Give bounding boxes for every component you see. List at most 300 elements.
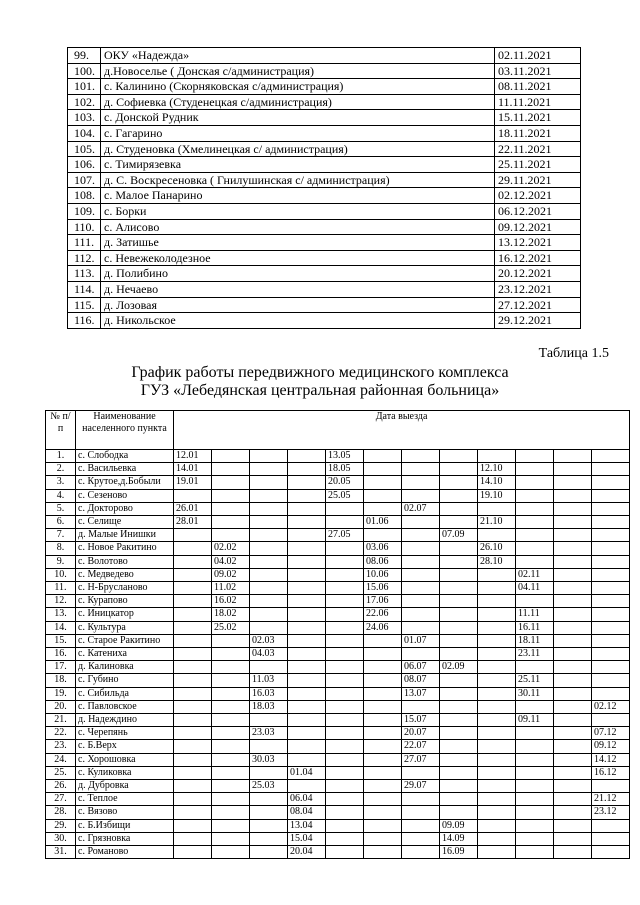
visit-date-cell — [440, 608, 478, 621]
row-number: 3. — [46, 476, 76, 489]
visit-date-cell: 27.05 — [326, 529, 364, 542]
visit-date-cell: 14.12 — [592, 753, 630, 766]
visit-date-cell — [554, 542, 592, 555]
visit-date: 18.11.2021 — [495, 125, 581, 141]
visit-date-cell — [402, 806, 440, 819]
visit-date-cell — [174, 806, 212, 819]
row-number: 109. — [68, 203, 101, 219]
table-row — [68, 141, 581, 157]
settlement-name: с. Донской Рудник — [101, 110, 495, 126]
visit-date-cell — [174, 832, 212, 845]
visit-date-cell — [326, 674, 364, 687]
visit-date-cell: 18.03 — [250, 700, 288, 713]
visit-date-cell — [364, 832, 402, 845]
visit-date-cell: 09.09 — [440, 819, 478, 832]
visit-date-cell — [326, 648, 364, 661]
visit-date-cell — [174, 634, 212, 647]
visit-date-cell — [212, 766, 250, 779]
row-number: 115. — [68, 297, 101, 313]
table-row — [46, 502, 630, 515]
visit-date-cell: 21.10 — [478, 516, 516, 529]
visit-date-cell — [440, 476, 478, 489]
visit-date-cell — [326, 832, 364, 845]
visit-date-cell — [174, 595, 212, 608]
row-number: 30. — [46, 832, 76, 845]
visit-date-cell — [174, 661, 212, 674]
visit-date-cell: 02.03 — [250, 634, 288, 647]
visit-date-cell — [554, 766, 592, 779]
table-row — [46, 463, 630, 476]
visit-date-cell — [516, 780, 554, 793]
visit-date-cell — [364, 529, 402, 542]
visit-date-cell — [250, 595, 288, 608]
settlement-name: с. Сибильда — [76, 687, 174, 700]
settlement-name: с. Культура — [76, 621, 174, 634]
visit-date-cell — [402, 832, 440, 845]
visit-date-cell — [554, 568, 592, 581]
visit-date-cell — [326, 661, 364, 674]
settlement-name: с. Малое Панарино — [101, 188, 495, 204]
visit-date-cell — [212, 634, 250, 647]
table-row — [68, 203, 581, 219]
visit-date-cell — [554, 476, 592, 489]
table-row — [46, 450, 630, 463]
visit-date-cell: 02.02 — [212, 542, 250, 555]
visit-date-cell — [554, 714, 592, 727]
visit-date-cell — [212, 793, 250, 806]
visit-date-cell — [440, 463, 478, 476]
row-number: 28. — [46, 806, 76, 819]
visit-date-cell — [402, 595, 440, 608]
visit-date-cell — [516, 819, 554, 832]
visit-date-cell — [288, 595, 326, 608]
visit-date-cell: 09.12 — [592, 740, 630, 753]
table-row — [68, 266, 581, 282]
visit-date-cell — [174, 714, 212, 727]
row-number: 113. — [68, 266, 101, 282]
row-number: 5. — [46, 502, 76, 515]
visit-date-cell — [440, 740, 478, 753]
visit-date-cell — [250, 450, 288, 463]
table-row — [68, 235, 581, 251]
visit-date-cell — [592, 502, 630, 515]
visit-date-cell — [174, 846, 212, 859]
settlements-visit-table — [67, 47, 581, 329]
visit-date-cell — [288, 582, 326, 595]
visit-date-cell — [364, 687, 402, 700]
visit-date-cell — [478, 595, 516, 608]
visit-date-cell — [326, 555, 364, 568]
visit-date-cell — [364, 727, 402, 740]
visit-date-cell: 09.11 — [516, 714, 554, 727]
settlement-name: д. Никольское — [101, 313, 495, 329]
visit-date-cell — [288, 450, 326, 463]
visit-date-cell — [288, 529, 326, 542]
visit-date-cell: 19.10 — [478, 489, 516, 502]
table-row — [46, 780, 630, 793]
visit-date-cell: 12.01 — [174, 450, 212, 463]
visit-date-cell — [554, 621, 592, 634]
table-row — [46, 819, 630, 832]
settlement-name: д. Студеновка (Хмелинецкая с/ администрация) — [101, 141, 495, 157]
visit-date-cell — [516, 595, 554, 608]
visit-date-cell — [288, 489, 326, 502]
visit-date-cell — [250, 793, 288, 806]
visit-date-cell: 30.11 — [516, 687, 554, 700]
visit-date-cell — [364, 819, 402, 832]
visit-date-cell — [174, 753, 212, 766]
visit-date-cell — [402, 555, 440, 568]
settlement-name: с. Слободка — [76, 450, 174, 463]
visit-date-cell — [250, 819, 288, 832]
visit-date-cell — [478, 846, 516, 859]
row-number: 22. — [46, 727, 76, 740]
visit-date-cell — [478, 582, 516, 595]
visit-date-cell: 07.12 — [592, 727, 630, 740]
settlement-name: с. Б.Избищи — [76, 819, 174, 832]
settlement-name: д. Лозовая — [101, 297, 495, 313]
visit-date-cell — [592, 529, 630, 542]
visit-date-cell — [592, 568, 630, 581]
visit-date-cell: 23.12 — [592, 806, 630, 819]
settlement-name: д. Нечаево — [101, 281, 495, 297]
visit-date-cell — [174, 740, 212, 753]
visit-date-cell: 13.04 — [288, 819, 326, 832]
visit-date-cell — [440, 555, 478, 568]
visit-date-cell — [440, 793, 478, 806]
visit-date-cell — [326, 714, 364, 727]
row-number: 15. — [46, 634, 76, 647]
visit-date: 13.12.2021 — [495, 235, 581, 251]
visit-date-cell — [364, 489, 402, 502]
header-settlement-name: Наименование населенного пункта — [76, 411, 174, 450]
visit-date-cell — [364, 450, 402, 463]
table-row — [46, 555, 630, 568]
visit-date-cell — [554, 489, 592, 502]
visit-date: 25.11.2021 — [495, 157, 581, 173]
visit-date-cell: 16.11 — [516, 621, 554, 634]
visit-date-cell — [250, 661, 288, 674]
visit-date-cell — [592, 450, 630, 463]
visit-date-cell — [288, 634, 326, 647]
row-number: 18. — [46, 674, 76, 687]
table-row — [46, 595, 630, 608]
visit-date-cell — [440, 674, 478, 687]
visit-date-cell: 16.03 — [250, 687, 288, 700]
visit-date-cell — [440, 502, 478, 515]
visit-date-cell — [364, 648, 402, 661]
visit-date-cell: 16.09 — [440, 846, 478, 859]
visit-date-cell: 15.04 — [288, 832, 326, 845]
visit-date-cell — [402, 700, 440, 713]
visit-date-cell — [554, 582, 592, 595]
visit-date-cell — [440, 714, 478, 727]
settlement-name: д. Затишье — [101, 235, 495, 251]
table-row — [68, 110, 581, 126]
table-row — [68, 48, 581, 64]
visit-date-cell — [174, 555, 212, 568]
visit-date-cell — [212, 819, 250, 832]
visit-date-cell — [516, 463, 554, 476]
visit-date-cell: 25.02 — [212, 621, 250, 634]
visit-date-cell — [174, 529, 212, 542]
visit-date-cell — [592, 634, 630, 647]
visit-date-cell: 28.01 — [174, 516, 212, 529]
table-row — [68, 188, 581, 204]
visit-date-cell — [402, 819, 440, 832]
visit-date: 02.12.2021 — [495, 188, 581, 204]
visit-date-cell — [440, 648, 478, 661]
visit-date-cell — [288, 608, 326, 621]
visit-date-cell — [440, 621, 478, 634]
visit-date-cell — [364, 753, 402, 766]
visit-date: 11.11.2021 — [495, 94, 581, 110]
visit-date-cell — [402, 463, 440, 476]
visit-date-cell — [326, 727, 364, 740]
visit-date-cell: 25.03 — [250, 780, 288, 793]
visit-date-cell: 08.07 — [402, 674, 440, 687]
visit-date-cell — [288, 700, 326, 713]
settlement-name: д. Малые Инишки — [76, 529, 174, 542]
visit-date-cell — [250, 555, 288, 568]
visit-date-cell: 13.07 — [402, 687, 440, 700]
visit-date-cell — [250, 608, 288, 621]
visit-date-cell — [402, 476, 440, 489]
settlement-name: с. Иницкатор — [76, 608, 174, 621]
visit-date-cell — [440, 753, 478, 766]
visit-date-cell — [326, 687, 364, 700]
settlement-name: с. Губино — [76, 674, 174, 687]
settlement-name: ОКУ «Надежда» — [101, 48, 495, 64]
visit-date-cell — [402, 529, 440, 542]
table-row — [46, 687, 630, 700]
table-row — [46, 740, 630, 753]
visit-date-cell: 22.07 — [402, 740, 440, 753]
visit-date-cell — [212, 463, 250, 476]
visit-date-cell — [326, 819, 364, 832]
visit-date-cell — [478, 608, 516, 621]
schedule-title-line2: ГУЗ «Лебедянская центральная районная больница» — [140, 382, 500, 399]
visit-date-cell: 01.06 — [364, 516, 402, 529]
visit-date-cell — [212, 674, 250, 687]
visit-date-cell — [364, 463, 402, 476]
visit-date-cell — [402, 793, 440, 806]
visit-date-cell — [288, 502, 326, 515]
visit-date-cell: 03.06 — [364, 542, 402, 555]
visit-date-cell — [174, 674, 212, 687]
visit-date-cell — [478, 568, 516, 581]
row-number: 2. — [46, 463, 76, 476]
row-number: 9. — [46, 555, 76, 568]
visit-date-cell — [250, 846, 288, 859]
visit-date-cell: 18.11 — [516, 634, 554, 647]
row-number: 7. — [46, 529, 76, 542]
visit-date-cell — [516, 740, 554, 753]
visit-date-cell — [212, 727, 250, 740]
visit-date-cell: 29.07 — [402, 780, 440, 793]
visit-date-cell — [554, 832, 592, 845]
visit-date-cell — [326, 780, 364, 793]
visit-date-cell — [288, 740, 326, 753]
visit-date-cell — [326, 700, 364, 713]
visit-date: 03.11.2021 — [495, 63, 581, 79]
row-number: 100. — [68, 63, 101, 79]
visit-date: 29.12.2021 — [495, 313, 581, 329]
visit-date-cell — [364, 793, 402, 806]
visit-date-cell — [288, 687, 326, 700]
visit-date-cell — [478, 714, 516, 727]
settlement-name: д. С. Воскресеновка ( Гнилушинская с/ администрация) — [101, 172, 495, 188]
visit-date-cell: 14.09 — [440, 832, 478, 845]
visit-date: 23.12.2021 — [495, 281, 581, 297]
visit-date-cell — [288, 516, 326, 529]
visit-date-cell — [326, 542, 364, 555]
table-row — [46, 489, 630, 502]
visit-date-cell — [364, 714, 402, 727]
visit-date-cell — [364, 661, 402, 674]
settlement-name: с. Алисово — [101, 219, 495, 235]
visit-date-cell: 04.11 — [516, 582, 554, 595]
settlement-name: с. Хорошовка — [76, 753, 174, 766]
visit-date-cell: 24.06 — [364, 621, 402, 634]
row-number: 99. — [68, 48, 101, 64]
visit-date-cell — [516, 793, 554, 806]
table-row — [46, 727, 630, 740]
visit-date-cell — [174, 687, 212, 700]
visit-date-cell — [554, 727, 592, 740]
visit-date-cell — [288, 476, 326, 489]
visit-date-cell — [402, 489, 440, 502]
visit-date-cell — [364, 740, 402, 753]
visit-date-cell — [478, 634, 516, 647]
visit-date-cell: 14.10 — [478, 476, 516, 489]
visit-date-cell — [174, 489, 212, 502]
visit-date-cell — [212, 740, 250, 753]
visit-date-cell — [554, 819, 592, 832]
visit-date-cell — [592, 714, 630, 727]
visit-date-cell — [440, 450, 478, 463]
visit-date-cell — [478, 832, 516, 845]
visit-date-cell — [554, 608, 592, 621]
visit-date-cell: 20.04 — [288, 846, 326, 859]
row-number: 101. — [68, 79, 101, 95]
visit-date-cell — [592, 621, 630, 634]
visit-date-cell — [250, 582, 288, 595]
visit-date-cell: 18.05 — [326, 463, 364, 476]
row-number: 114. — [68, 281, 101, 297]
table-row — [68, 79, 581, 95]
row-number: 102. — [68, 94, 101, 110]
visit-date-cell — [250, 568, 288, 581]
visit-date-cell — [174, 793, 212, 806]
visit-date: 22.11.2021 — [495, 141, 581, 157]
visit-date-cell — [592, 582, 630, 595]
visit-date-cell — [174, 700, 212, 713]
row-number: 103. — [68, 110, 101, 126]
table-row — [68, 313, 581, 329]
row-number: 107. — [68, 172, 101, 188]
visit-date-cell — [592, 489, 630, 502]
visit-date-cell — [592, 463, 630, 476]
visit-date-cell — [554, 740, 592, 753]
visit-date-cell — [592, 595, 630, 608]
visit-date-cell — [250, 476, 288, 489]
visit-date-cell — [554, 555, 592, 568]
row-number: 10. — [46, 568, 76, 581]
visit-date-cell — [516, 727, 554, 740]
settlement-name: с. Старое Ракитино — [76, 634, 174, 647]
row-number: 13. — [46, 608, 76, 621]
settlement-name: с. Невежеколодезное — [101, 250, 495, 266]
visit-date-cell — [478, 727, 516, 740]
visit-date-cell — [288, 674, 326, 687]
settlement-name: с. Волотово — [76, 555, 174, 568]
visit-date: 20.12.2021 — [495, 266, 581, 282]
visit-date-cell — [212, 846, 250, 859]
schedule-title-line1: График работы передвижного медицинского комплекса — [131, 364, 509, 381]
visit-date-cell — [212, 516, 250, 529]
visit-date-cell — [516, 766, 554, 779]
settlement-name: с. Вязово — [76, 806, 174, 819]
settlement-name: с. Гагарино — [101, 125, 495, 141]
visit-date-cell — [478, 529, 516, 542]
table-row — [68, 125, 581, 141]
visit-date-cell — [364, 766, 402, 779]
table-row — [46, 634, 630, 647]
visit-date-cell: 11.03 — [250, 674, 288, 687]
visit-date-cell: 21.12 — [592, 793, 630, 806]
visit-date-cell — [554, 806, 592, 819]
visit-date-cell — [440, 568, 478, 581]
visit-date-cell: 27.07 — [402, 753, 440, 766]
table-row — [46, 661, 630, 674]
mobile-complex-schedule-table — [45, 410, 630, 859]
settlement-name: с. Докторово — [76, 502, 174, 515]
visit-date-cell: 30.03 — [250, 753, 288, 766]
visit-date-cell — [212, 661, 250, 674]
visit-date-cell — [516, 502, 554, 515]
visit-date: 08.11.2021 — [495, 79, 581, 95]
visit-date-cell — [174, 582, 212, 595]
visit-date-cell — [592, 661, 630, 674]
visit-date-cell — [212, 700, 250, 713]
visit-date-cell — [592, 819, 630, 832]
visit-date-cell — [250, 529, 288, 542]
visit-date-cell — [516, 489, 554, 502]
visit-date-cell — [174, 727, 212, 740]
visit-date-cell: 06.04 — [288, 793, 326, 806]
visit-date-cell: 18.02 — [212, 608, 250, 621]
visit-date-cell — [212, 450, 250, 463]
table-row — [46, 793, 630, 806]
visit-date-cell — [516, 700, 554, 713]
visit-date-cell — [364, 476, 402, 489]
visit-date-cell: 08.04 — [288, 806, 326, 819]
visit-date-cell — [554, 450, 592, 463]
visit-date-cell — [592, 674, 630, 687]
visit-date-cell — [478, 753, 516, 766]
table-row — [46, 516, 630, 529]
visit-date-cell: 01.04 — [288, 766, 326, 779]
table-row — [68, 219, 581, 235]
row-number: 14. — [46, 621, 76, 634]
visit-date-cell — [174, 766, 212, 779]
visit-date-cell — [174, 780, 212, 793]
table-row — [46, 582, 630, 595]
row-number: 21. — [46, 714, 76, 727]
visit-date-cell: 23.03 — [250, 727, 288, 740]
visit-date-cell — [174, 648, 212, 661]
